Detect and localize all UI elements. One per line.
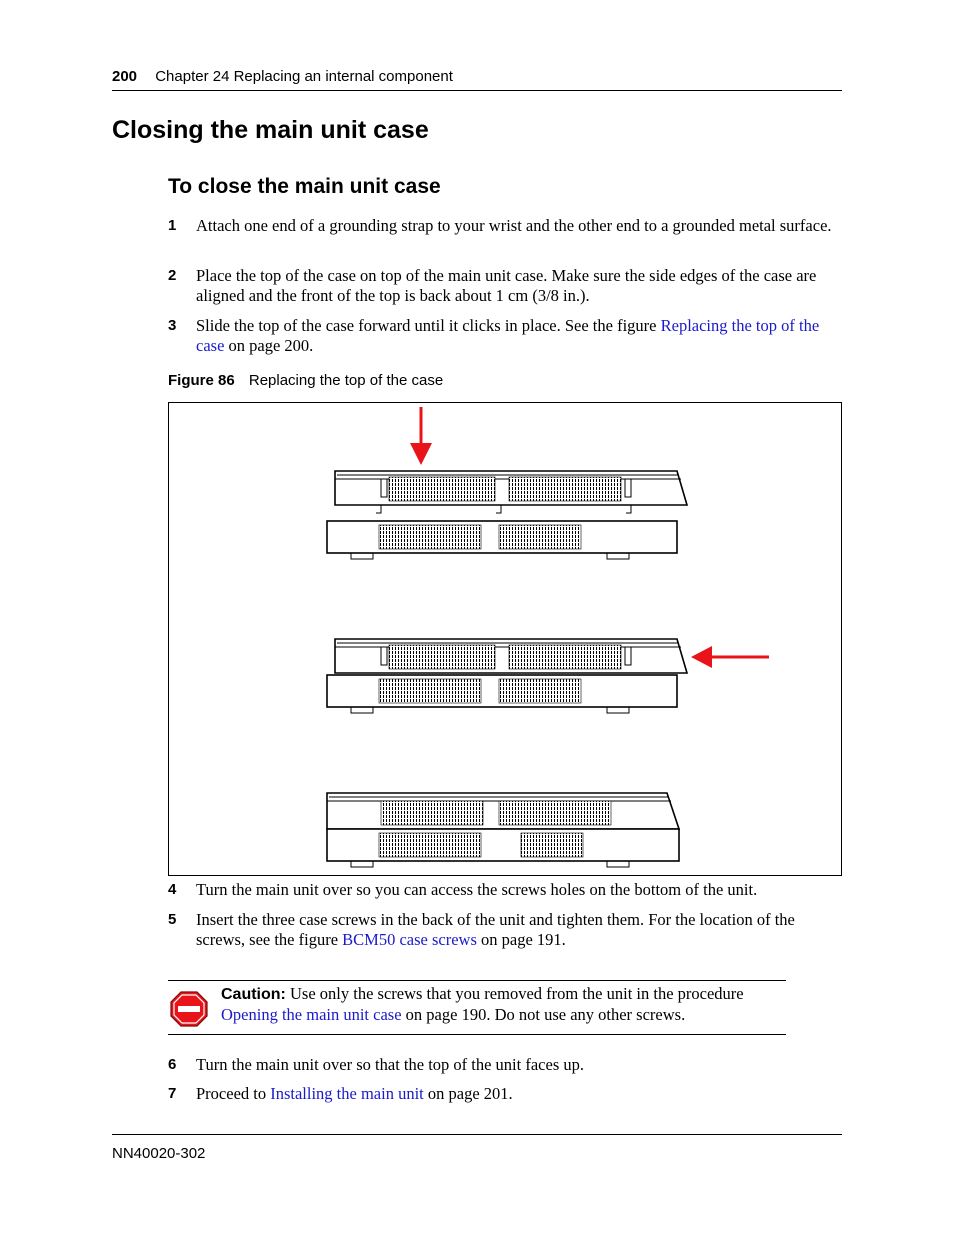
arrow-down-head [410,443,432,465]
step-number: 5 [168,911,177,928]
panel-top-above-base [327,407,687,559]
step-4 [168,880,842,900]
step-2 [168,266,842,306]
step-number: 7 [168,1085,177,1102]
caution-text: Caution: Use only the screws that you removed from the unit in the procedure Opening the main unit case on page 190. Do not use any other screws. [221,984,744,1024]
step-number: 1 [168,217,177,234]
step-number: 3 [168,317,177,334]
running-header [112,68,453,85]
step-number: 2 [168,267,177,284]
step-number: 6 [168,1056,177,1073]
step-text: Place the top of the case on top of the main unit case. Make sure the side edges of the case are aligned and the front of the top is back about 1 cm (3/8 in.). [196,266,817,305]
footer-rule [112,1134,842,1135]
caution-box [168,980,786,1035]
case-illustration [169,403,841,875]
stop-sign-icon [170,991,208,1032]
step-3 [168,316,842,356]
figure-caption-text: Replacing the top of the case [248,372,444,389]
step-6 [168,1055,842,1075]
figure-86 [168,402,842,876]
step-1 [168,216,842,236]
chapter-title: Chapter 24 Replacing an internal component [155,68,453,85]
procedure-title: To close the main unit case [168,175,441,198]
step-text: Attach one end of a grounding strap to your wrist and the other end to a grounded metal surface. [196,216,832,235]
step-5 [168,910,842,950]
step-text: Slide the top of the case forward until it clicks in place. See the figure Replacing the top of the case on page 200. [196,316,820,355]
step-text: Insert the three case screws in the back of the unit and tighten them. For the location of the screws, see the figure BCM50 case screws on page 191. [196,910,795,949]
page-number: 200 [112,68,138,85]
step-7 [168,1084,842,1104]
document-id: NN40020-302 [112,1145,206,1162]
link-opening-main-unit-case[interactable]: Opening the main unit case [221,1005,402,1024]
section-title: Closing the main unit case [112,116,429,144]
step-text: Proceed to Installing the main unit on page 201. [196,1084,513,1103]
step-text: Turn the main unit over so that the top of the unit faces up. [196,1055,584,1074]
step-text: Turn the main unit over so you can access the screws holes on the bottom of the unit. [196,880,758,899]
step-number: 4 [168,881,177,898]
figure-label: Figure 86 [168,372,235,389]
link-replacing-top-of-case[interactable]: Replacing the top of the case [196,316,820,355]
panel-closed [327,793,679,867]
arrow-left-head [691,646,712,668]
link-installing-main-unit[interactable]: Installing the main unit [270,1084,424,1103]
panel-top-on-base [327,639,769,713]
caution-label: Caution: [221,986,286,1003]
header-rule [112,90,842,91]
link-bcm50-case-screws[interactable]: BCM50 case screws [342,930,477,949]
figure-caption [168,372,443,389]
